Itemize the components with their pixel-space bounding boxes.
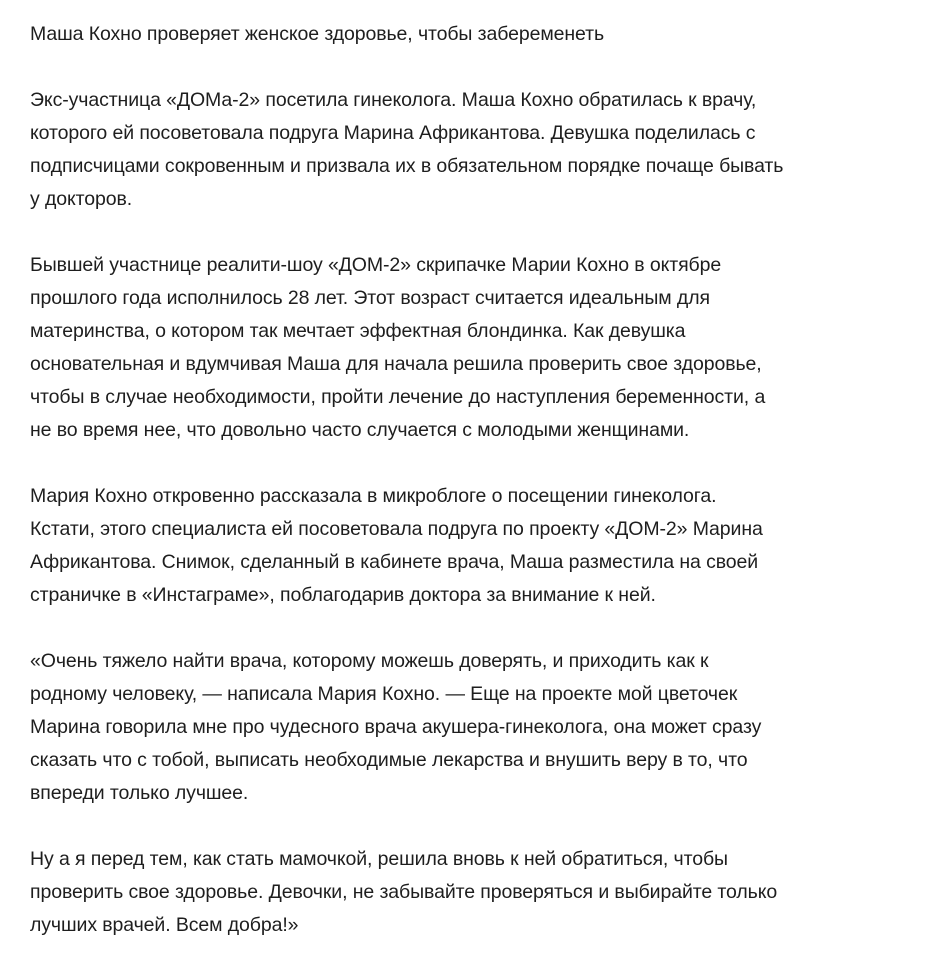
text-line: которого ей посоветовала подруга Марина Африкантова. Девушка поделилась с [30, 122, 756, 144]
text-line: «Очень тяжело найти врача, которому можешь доверять, и приходить как к [30, 650, 709, 672]
text-line: страничке в «Инстаграме», поблагодарив доктора за внимание к ней. [30, 584, 656, 606]
text-line: лучших врачей. Всем добра!» [30, 914, 299, 936]
text-line: Бывшей участнице реалити-шоу «ДОМ-2» скрипачке Марии Кохно в октябре [30, 254, 722, 276]
text-line: подписчицами сокровенным и призвала их в обязательном порядке почаще бывать [30, 155, 784, 177]
text-line: у докторов. [30, 188, 133, 210]
text-line: родному человеку, — написала Мария Кохно. — Еще на проекте мой цветочек [30, 683, 738, 705]
text-line: прошлого года исполнилось 28 лет. Этот возраст считается идеальным для [30, 287, 710, 309]
text-line: основательная и вдумчивая Маша для начала решила проверить свое здоровье, [30, 353, 762, 375]
text-line: проверить свое здоровье. Девочки, не забывайте проверяться и выбирайте только [30, 881, 778, 903]
text-line: Экс-участница «ДОМа-2» посетила гинеколога. Маша Кохно обратилась к врачу, [30, 89, 757, 111]
article-title: Маша Кохно проверяет женское здоровье, чтобы забеременеть [30, 23, 605, 45]
text-line: впереди только лучшее. [30, 782, 249, 804]
text-line: чтобы в случае необходимости, пройти лечение до наступления беременности, а [30, 386, 766, 408]
article [30, 18, 910, 975]
text-line: Кстати, этого специалиста ей посоветовала подруга по проекту «ДОМ-2» Марина [30, 518, 763, 540]
text-line: Ну а я перед тем, как стать мамочкой, решила вновь к ней обратиться, чтобы [30, 848, 728, 870]
paragraph-5-quote [30, 843, 910, 942]
text-line: материнства, о котором так мечтает эффектная блондинка. Как девушка [30, 320, 686, 342]
paragraph-1 [30, 84, 910, 216]
paragraph-4-quote [30, 645, 910, 810]
text-line: Африкантова. Снимок, сделанный в кабинете врача, Маша разместила на своей [30, 551, 759, 573]
paragraph-2 [30, 249, 910, 447]
text-line: Марина говорила мне про чудесного врача акушера-гинеколога, она может сразу [30, 716, 762, 738]
text-line: сказать что с тобой, выписать необходимые лекарства и внушить веру в то, что [30, 749, 748, 771]
text-line: не во время нее, что довольно часто случается с молодыми женщинами. [30, 419, 690, 441]
text-line: Мария Кохно откровенно рассказала в микроблоге о посещении гинеколога. [30, 485, 717, 507]
paragraph-3 [30, 480, 910, 612]
